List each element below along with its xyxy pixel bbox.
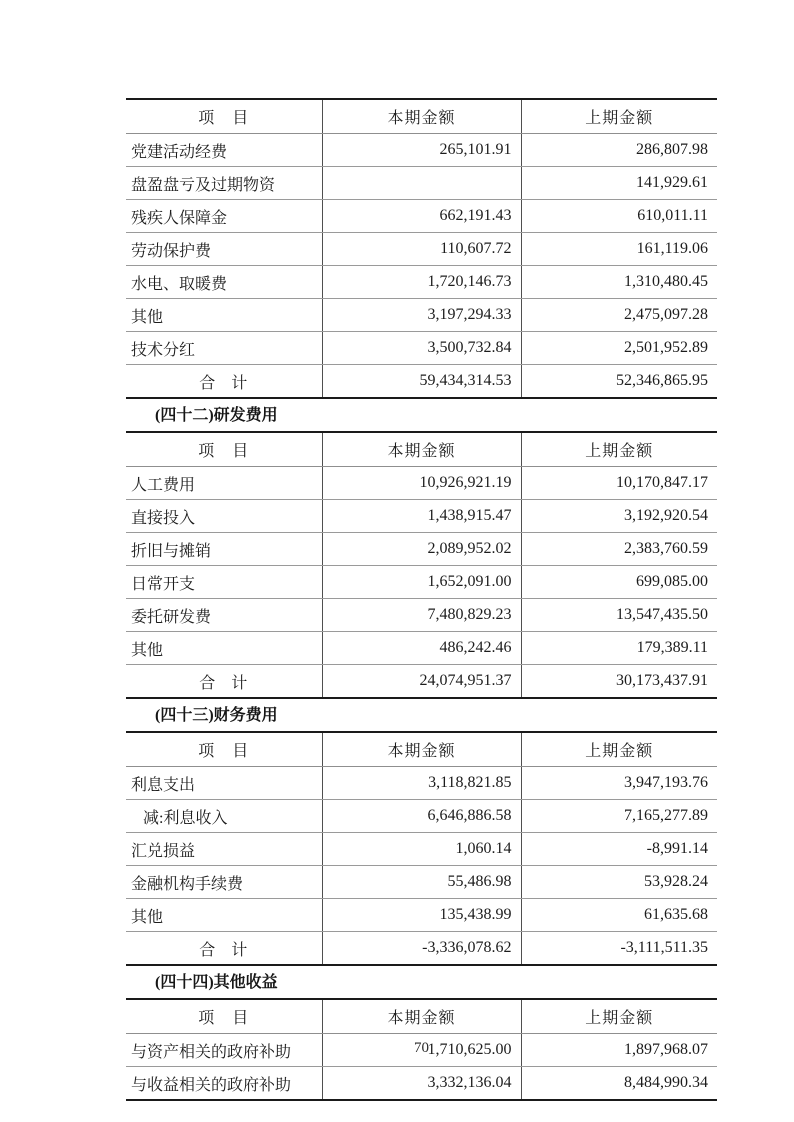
row-prior-amount: 1,310,480.45 <box>521 266 717 299</box>
row-item-label: 减:利息收入 <box>126 800 322 833</box>
column-header-item: 项 目 <box>126 432 322 467</box>
column-header-item: 项 目 <box>126 999 322 1034</box>
row-current-amount: 662,191.43 <box>322 200 521 233</box>
table-row <box>126 467 717 500</box>
row-item-label: 日常开支 <box>126 566 322 599</box>
table-row <box>126 233 717 266</box>
row-prior-amount: 3,947,193.76 <box>521 767 717 800</box>
table-row <box>126 566 717 599</box>
table-body <box>126 467 717 699</box>
row-current-amount: 3,500,732.84 <box>322 332 521 365</box>
page-content <box>126 98 717 1101</box>
table-row <box>126 332 717 365</box>
row-prior-amount: 610,011.11 <box>521 200 717 233</box>
row-item-label: 盘盈盘亏及过期物资 <box>126 167 322 200</box>
row-item-label: 折旧与摊销 <box>126 533 322 566</box>
row-item-label: 党建活动经费 <box>126 134 322 167</box>
row-current-amount: 3,197,294.33 <box>322 299 521 332</box>
row-current-amount: 1,652,091.00 <box>322 566 521 599</box>
row-prior-amount: 52,346,865.95 <box>616 372 708 389</box>
row-item-label: 汇兑损益 <box>126 833 322 866</box>
row-current-amount: 24,074,951.37 <box>322 665 521 699</box>
table-header-row <box>126 432 717 467</box>
report-section <box>126 98 717 399</box>
row-current-amount: 1,060.14 <box>322 833 521 866</box>
table-header-row <box>126 999 717 1034</box>
row-prior-amount: -3,111,511.35 <box>620 939 708 956</box>
row-current-amount: 10,926,921.19 <box>322 467 521 500</box>
row-item-label: 水电、取暖费 <box>126 266 322 299</box>
financial-table <box>126 98 717 399</box>
row-current-amount <box>322 167 521 200</box>
row-item-label: 委托研发费 <box>126 599 322 632</box>
table-row <box>126 800 717 833</box>
table-row <box>126 1067 717 1101</box>
row-current-amount: -3,336,078.62 <box>322 932 521 966</box>
row-item-label: 直接投入 <box>126 500 322 533</box>
report-section <box>126 707 717 966</box>
financial-table <box>126 431 717 699</box>
row-prior-amount: 1,897,968.07 <box>521 1034 717 1067</box>
column-header-current-amount: 本期金额 <box>322 732 521 767</box>
row-current-amount: 135,438.99 <box>322 899 521 932</box>
row-prior-amount: 13,547,435.50 <box>521 599 717 632</box>
column-header-item: 项 目 <box>126 732 322 767</box>
report-section <box>126 407 717 699</box>
table-row <box>126 932 717 966</box>
table-row <box>126 632 717 665</box>
row-prior-amount: 30,173,437.91 <box>616 672 708 689</box>
row-item-label: 其他 <box>126 632 322 665</box>
row-item-label: 金融机构手续费 <box>126 866 322 899</box>
table-row <box>126 833 717 866</box>
row-current-amount: 265,101.91 <box>322 134 521 167</box>
row-item-label: 合 计 <box>126 665 322 699</box>
table-row <box>126 365 717 399</box>
section-title: (四十三)财务费用 <box>155 707 278 724</box>
row-item-label: 与资产相关的政府补助 <box>126 1034 322 1067</box>
column-header-current-amount: 本期金额 <box>322 432 521 467</box>
row-item-label: 利息支出 <box>126 767 322 800</box>
row-prior-amount: 699,085.00 <box>521 566 717 599</box>
table-row <box>126 899 717 932</box>
row-item-label: 残疾人保障金 <box>126 200 322 233</box>
table-row <box>126 266 717 299</box>
row-prior-amount: 8,484,990.34 <box>624 1074 708 1091</box>
column-header-prior-amount: 上期金额 <box>521 99 717 134</box>
row-current-amount: 3,118,821.85 <box>322 767 521 800</box>
column-header-prior-amount: 上期金额 <box>521 732 717 767</box>
report-section <box>126 974 717 1101</box>
row-prior-amount: 161,119.06 <box>521 233 717 266</box>
column-header-item: 项 目 <box>126 99 322 134</box>
page-number: 70 <box>414 1040 429 1056</box>
table-row <box>126 200 717 233</box>
section-title: (四十二)研发费用 <box>155 407 278 424</box>
row-prior-amount: 2,501,952.89 <box>521 332 717 365</box>
row-item-label: 劳动保护费 <box>126 233 322 266</box>
table-row <box>126 533 717 566</box>
row-item-label: 其他 <box>126 899 322 932</box>
row-prior-amount: 2,383,760.59 <box>521 533 717 566</box>
row-current-amount: 1,720,146.73 <box>322 266 521 299</box>
table-row <box>126 767 717 800</box>
row-item-label: 人工费用 <box>126 467 322 500</box>
row-prior-amount: 7,165,277.89 <box>521 800 717 833</box>
row-current-amount: 3,332,136.04 <box>322 1067 521 1101</box>
table-row <box>126 134 717 167</box>
table-row <box>126 866 717 899</box>
table-body <box>126 767 717 966</box>
row-item-label: 技术分红 <box>126 332 322 365</box>
table-row <box>126 299 717 332</box>
row-current-amount: 1,438,915.47 <box>322 500 521 533</box>
row-item-label: 合 计 <box>126 932 322 966</box>
row-prior-amount: 10,170,847.17 <box>521 467 717 500</box>
row-prior-amount: 179,389.11 <box>521 632 717 665</box>
column-header-prior-amount: 上期金额 <box>521 432 717 467</box>
row-item-label: 与收益相关的政府补助 <box>126 1067 322 1101</box>
row-prior-amount: 141,929.61 <box>521 167 717 200</box>
row-prior-amount: 286,807.98 <box>521 134 717 167</box>
row-current-amount: 1,710,625.00 <box>322 1034 521 1067</box>
row-current-amount: 6,646,886.58 <box>322 800 521 833</box>
table-header-row <box>126 99 717 134</box>
table-row <box>126 167 717 200</box>
row-current-amount: 110,607.72 <box>322 233 521 266</box>
row-current-amount: 2,089,952.02 <box>322 533 521 566</box>
table-row <box>126 500 717 533</box>
row-item-label: 合 计 <box>126 365 322 399</box>
row-current-amount: 486,242.46 <box>322 632 521 665</box>
table-row <box>126 665 717 699</box>
row-prior-amount: 3,192,920.54 <box>521 500 717 533</box>
row-current-amount: 7,480,829.23 <box>322 599 521 632</box>
column-header-prior-amount: 上期金额 <box>521 999 717 1034</box>
financial-table <box>126 731 717 966</box>
table-header-row <box>126 732 717 767</box>
column-header-current-amount: 本期金额 <box>322 999 521 1034</box>
row-prior-amount: 2,475,097.28 <box>521 299 717 332</box>
section-title: (四十四)其他收益 <box>155 974 278 991</box>
row-prior-amount: -8,991.14 <box>521 833 717 866</box>
row-current-amount: 55,486.98 <box>322 866 521 899</box>
row-item-label: 其他 <box>126 299 322 332</box>
table-body <box>126 134 717 399</box>
row-prior-amount: 53,928.24 <box>521 866 717 899</box>
row-prior-amount: 61,635.68 <box>521 899 717 932</box>
column-header-current-amount: 本期金额 <box>322 99 521 134</box>
table-row <box>126 599 717 632</box>
row-current-amount: 59,434,314.53 <box>322 365 521 399</box>
